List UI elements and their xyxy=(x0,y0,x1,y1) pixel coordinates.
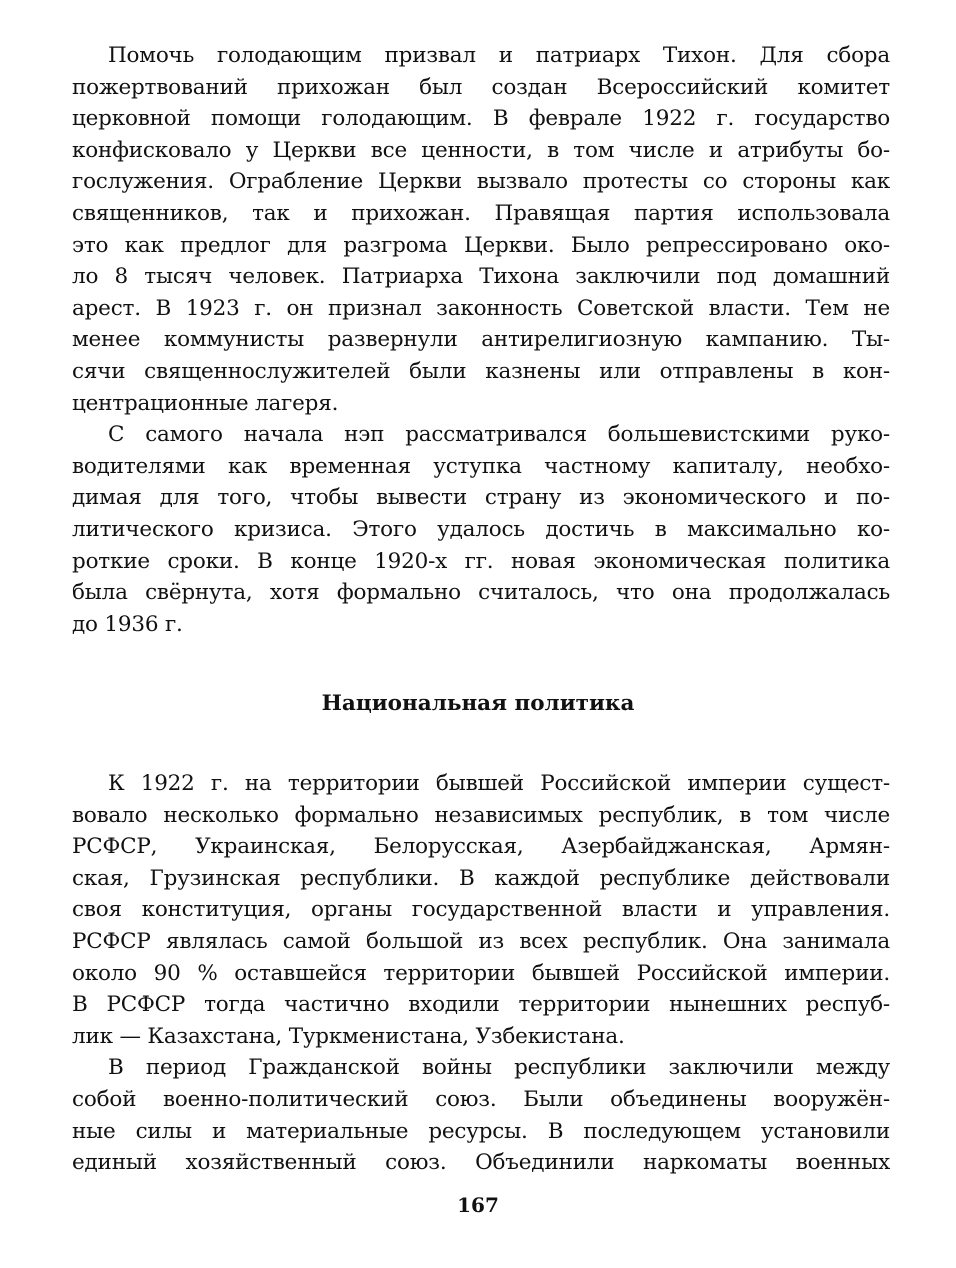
text-line: сячи священнослужителей были казнены или отправлены в кон- xyxy=(72,358,890,384)
text-line: была свёрнута, хотя формально считалось, что она продолжалась xyxy=(72,580,890,606)
paragraph xyxy=(72,40,890,419)
text-line: собой военно-политический союз. Были объединены вооружён- xyxy=(72,1086,890,1112)
text-line: ло 8 тысяч человек. Патриарха Тихона заключили под домашний xyxy=(72,264,890,290)
text-line: менее коммунисты развернули антирелигиозную кампанию. Ты- xyxy=(72,327,890,353)
text-line: В РСФСР тогда частично входили территории нынешних респуб- xyxy=(72,992,890,1018)
text-line: литического кризиса. Этого удалось достичь в максимально ко- xyxy=(72,516,890,542)
text-line: церковной помощи голодающим. В феврале 1922 г. государство xyxy=(72,106,890,132)
text-line: около 90 % оставшейся территории бывшей Российской империи. xyxy=(72,960,890,986)
text-line: единый хозяйственный союз. Объединили наркоматы военных xyxy=(72,1150,890,1176)
text-block-bottom xyxy=(72,768,890,1179)
text-line: РСФСР являлась самой большой из всех республик. Она занимала xyxy=(72,928,890,954)
text-line: священников, так и прихожан. Правящая партия использовала xyxy=(72,200,890,226)
text-block-top xyxy=(72,40,890,640)
paragraph xyxy=(72,1052,890,1178)
paragraph xyxy=(72,419,890,640)
section-heading: Национальная политика xyxy=(321,691,635,716)
text-line: ные силы и материальные ресурсы. В последующем установили xyxy=(72,1118,890,1144)
text-line: ская, Грузинская республики. В каждой республике действовали xyxy=(72,865,890,891)
text-line: водителями как временная уступка частному капиталу, необхо- xyxy=(72,453,890,479)
text-line: своя конституция, органы государственной власти и управления. xyxy=(72,897,890,923)
text-line: В период Гражданской войны республики заключили между xyxy=(108,1055,890,1081)
text-line: К 1922 г. на территории бывшей Российской империи сущест- xyxy=(108,771,890,796)
text-line: РСФСР, Украинская, Белорусская, Азербайджанская, Армян- xyxy=(72,834,890,860)
text-line: вовало несколько формально независимых республик, в том числе xyxy=(72,802,890,828)
text-line: центрационные лагеря. xyxy=(72,390,339,416)
paragraph xyxy=(72,768,890,1052)
text-line: димая для того, чтобы вывести страну из экономического и по- xyxy=(72,485,890,511)
text-line: пожертвований прихожан был создан Всероссийский комитет xyxy=(72,74,890,100)
text-line: Помочь голодающим призвал и патриарх Тихон. Для сбора xyxy=(108,43,890,68)
page-number: 167 xyxy=(457,1193,499,1217)
text-line: конфисковало у Церкви все ценности, в том числе и атрибуты бо- xyxy=(72,137,890,163)
text-line: до 1936 г. xyxy=(72,611,183,637)
text-line: лик — Казахстана, Туркменистана, Узбекистана. xyxy=(72,1023,625,1049)
text-line: гослужения. Ограбление Церкви вызвало протесты со стороны как xyxy=(72,169,890,195)
text-line: это как предлог для разгрома Церкви. Было репрессировано око- xyxy=(72,232,890,258)
text-line: арест. В 1923 г. он признал законность Советской власти. Тем не xyxy=(72,295,890,321)
text-line: С самого начала нэп рассматривался большевистскими руко- xyxy=(108,422,890,448)
text-line: роткие сроки. В конце 1920-х гг. новая экономическая политика xyxy=(72,548,890,574)
